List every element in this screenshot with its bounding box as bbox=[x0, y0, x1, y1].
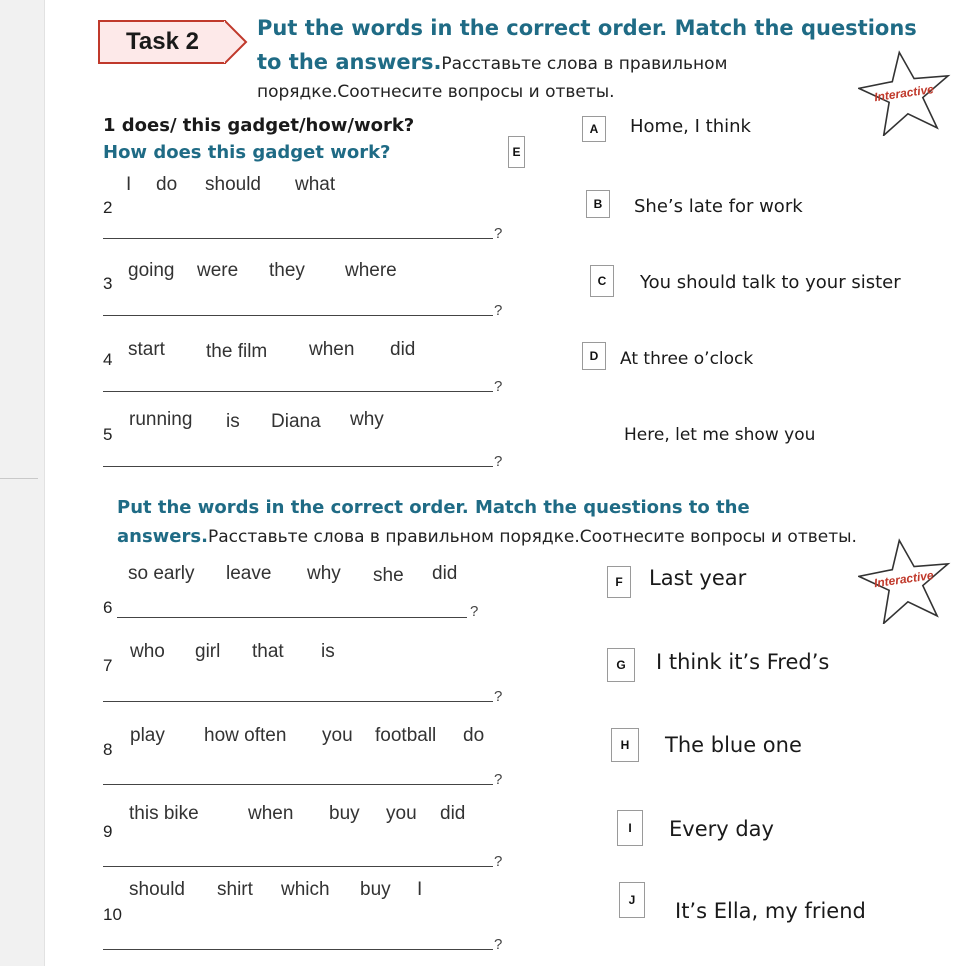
question-mark: ? bbox=[494, 302, 503, 319]
answer-line[interactable] bbox=[103, 391, 493, 392]
word-chip[interactable]: you bbox=[322, 725, 353, 746]
word-chip[interactable]: leave bbox=[226, 563, 272, 584]
question-mark: ? bbox=[494, 771, 503, 788]
answer-letter-box: H bbox=[611, 728, 639, 762]
word-chip[interactable]: when bbox=[309, 339, 355, 360]
margin-divider bbox=[0, 478, 38, 479]
answer-text: The blue one bbox=[665, 733, 802, 757]
question-number: 8 bbox=[103, 740, 113, 759]
answer-line[interactable] bbox=[117, 617, 467, 618]
word-chip[interactable]: girl bbox=[195, 641, 221, 662]
question-number: 10 bbox=[103, 905, 122, 924]
answer-text: It’s Ella, my friend bbox=[675, 899, 866, 923]
section2-instructions-en: answers. bbox=[117, 526, 208, 547]
instructions-line-1: Put the words in the correct order. Match the questions bbox=[257, 16, 917, 40]
task-label-arrow bbox=[224, 20, 248, 64]
question-mark: ? bbox=[494, 378, 503, 395]
word-chip[interactable]: I bbox=[126, 174, 132, 195]
question-mark: ? bbox=[494, 688, 503, 705]
left-margin-bar bbox=[0, 0, 45, 966]
interactive-badge-text: Interactive bbox=[873, 82, 935, 105]
question-number: 4 bbox=[103, 350, 113, 369]
question-number: 3 bbox=[103, 274, 113, 293]
word-chip[interactable]: football bbox=[375, 725, 437, 746]
question-mark: ? bbox=[494, 225, 503, 242]
answer-line[interactable] bbox=[103, 466, 493, 467]
answer-letter-box: D bbox=[582, 342, 606, 370]
word-chip[interactable]: when bbox=[248, 803, 294, 824]
answer-line[interactable] bbox=[103, 866, 493, 867]
answer-line[interactable] bbox=[103, 949, 493, 950]
question-number: 5 bbox=[103, 425, 113, 444]
word-chip[interactable]: the film bbox=[206, 341, 268, 362]
answer-letter-box: C bbox=[590, 265, 614, 297]
word-chip[interactable]: I bbox=[417, 879, 423, 900]
instructions-en-part: to the answers. bbox=[257, 50, 442, 74]
word-chip[interactable]: where bbox=[345, 260, 397, 281]
word-chip[interactable]: why bbox=[307, 563, 341, 584]
answer-line[interactable] bbox=[103, 315, 493, 316]
section2-instructions-line-1: Put the words in the correct order. Match the questions to the bbox=[117, 497, 750, 518]
word-chip[interactable]: shirt bbox=[217, 879, 253, 900]
word-chip[interactable]: running bbox=[129, 409, 193, 430]
answer-letter-box: B bbox=[586, 190, 610, 218]
word-chip[interactable]: how often bbox=[204, 725, 287, 746]
instructions-line-2 bbox=[257, 50, 727, 74]
instructions-line-3: порядке.Соотнесите вопросы и ответы. bbox=[257, 82, 615, 102]
word-chip[interactable]: did bbox=[432, 563, 458, 584]
word-chip[interactable]: were bbox=[197, 260, 239, 281]
example-prompt: 1 does/ this gadget/how/work? bbox=[103, 115, 415, 136]
question-mark: ? bbox=[494, 936, 503, 953]
word-chip[interactable]: did bbox=[440, 803, 466, 824]
answer-text: She’s late for work bbox=[634, 196, 803, 217]
answer-text: Last year bbox=[649, 566, 747, 590]
word-chip[interactable]: they bbox=[269, 260, 305, 281]
word-chip[interactable]: going bbox=[128, 260, 175, 281]
section2-instructions-line-2 bbox=[117, 526, 857, 547]
question-number: 2 bbox=[103, 198, 113, 217]
task-label: Task 2 bbox=[98, 20, 226, 64]
answer-letter-box: I bbox=[617, 810, 643, 846]
word-chip[interactable]: which bbox=[281, 879, 330, 900]
question-mark: ? bbox=[470, 603, 479, 620]
interactive-star-icon-2 bbox=[858, 538, 952, 624]
word-chip[interactable]: should bbox=[205, 174, 261, 195]
word-chip[interactable]: you bbox=[386, 803, 417, 824]
answer-letter-box: A bbox=[582, 116, 606, 142]
answer-line[interactable] bbox=[103, 238, 493, 239]
word-chip[interactable]: start bbox=[128, 339, 165, 360]
question-mark: ? bbox=[494, 453, 503, 470]
word-chip[interactable]: so early bbox=[128, 563, 195, 584]
word-chip[interactable]: do bbox=[463, 725, 485, 746]
answer-letter-box: F bbox=[607, 566, 631, 598]
question-number: 6 bbox=[103, 598, 113, 617]
word-chip[interactable]: what bbox=[295, 174, 336, 195]
word-chip[interactable]: that bbox=[252, 641, 284, 662]
answer-text: Home, I think bbox=[630, 116, 751, 137]
word-chip[interactable]: buy bbox=[360, 879, 391, 900]
answer-line[interactable] bbox=[103, 784, 493, 785]
answer-text: I think it’s Fred’s bbox=[656, 650, 830, 674]
word-chip[interactable]: should bbox=[129, 879, 185, 900]
word-chip[interactable]: buy bbox=[329, 803, 360, 824]
example-match-box[interactable]: E bbox=[508, 136, 525, 168]
word-chip[interactable]: who bbox=[130, 641, 165, 662]
question-number: 9 bbox=[103, 822, 113, 841]
word-chip[interactable]: why bbox=[350, 409, 384, 430]
answer-text: Every day bbox=[669, 817, 774, 841]
word-chip[interactable]: do bbox=[156, 174, 178, 195]
word-chip[interactable]: did bbox=[390, 339, 416, 360]
interactive-star-icon bbox=[858, 50, 952, 136]
word-chip[interactable]: she bbox=[373, 565, 404, 586]
answer-line[interactable] bbox=[103, 701, 493, 702]
answer-text: You should talk to your sister bbox=[640, 272, 901, 293]
answer-letter-box: G bbox=[607, 648, 635, 682]
word-chip[interactable]: play bbox=[130, 725, 165, 746]
answer-letter-box: J bbox=[619, 882, 645, 918]
section2-instructions-ru: Расставьте слова в правильном порядке.Соотнесите вопросы и ответы. bbox=[207, 527, 857, 547]
word-chip[interactable]: is bbox=[321, 641, 335, 662]
answer-text: At three o’clock bbox=[620, 349, 754, 369]
instructions-ru-part: Расставьте слова в правильном bbox=[441, 54, 728, 74]
word-chip[interactable]: Diana bbox=[271, 411, 321, 432]
question-number: 7 bbox=[103, 656, 113, 675]
answer-text: Here, let me show you bbox=[624, 425, 816, 445]
interactive-badge-text-2: Interactive bbox=[873, 568, 935, 591]
word-chip[interactable]: this bike bbox=[129, 803, 199, 824]
example-answer: How does this gadget work? bbox=[103, 142, 391, 163]
question-mark: ? bbox=[494, 853, 503, 870]
word-chip[interactable]: is bbox=[226, 411, 240, 432]
